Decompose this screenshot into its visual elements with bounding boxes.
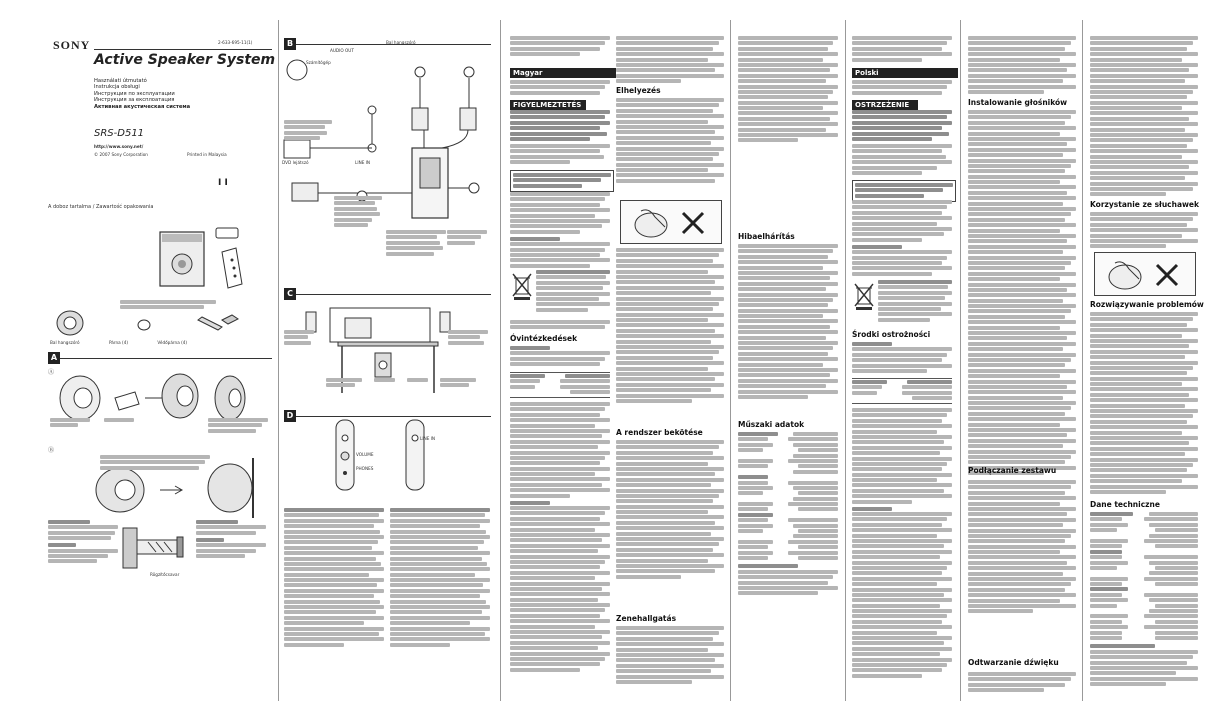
pl-headphones-text <box>1090 212 1198 250</box>
column-divider <box>500 20 501 701</box>
sub-label-b: Ⓑ <box>48 447 55 454</box>
hu-text-3 <box>510 320 610 331</box>
doc-code: 2-633-695-11(1) <box>218 40 253 45</box>
pl-col8-top <box>1090 36 1198 198</box>
pl-specs-list <box>1090 512 1198 688</box>
weee-bin-icon <box>512 272 532 300</box>
diagram-captions-block-4 <box>447 230 487 246</box>
column-2-text <box>284 508 384 648</box>
speaker-panel-figure <box>318 418 458 493</box>
pl-section-headphones: Korzystanie ze słuchawek <box>1090 200 1200 209</box>
desk-caption-left <box>284 330 314 346</box>
hu-col5-top <box>738 36 838 144</box>
website-link[interactable]: http://www.sony.net/ <box>94 144 144 149</box>
doc-title-rule <box>94 49 272 50</box>
diagram-label-pc: Számítógép <box>306 60 331 65</box>
panel-label-volume: VOLUME <box>356 452 374 457</box>
section-label-d: D <box>284 410 296 422</box>
diagram-captions-block <box>284 120 332 142</box>
language-list <box>94 78 274 110</box>
hu-section-connect: A rendszer bekötése <box>616 428 703 437</box>
panel-label-phones: PHONES <box>356 466 374 471</box>
pl-section-precautions: Środki ostrożności <box>852 330 931 339</box>
subwoofer-figure <box>140 212 270 307</box>
hu-text-4 <box>510 402 610 673</box>
hu-listening-text <box>616 626 724 685</box>
pl-playback-text <box>968 672 1076 694</box>
hu-troubleshooting-text <box>738 244 838 400</box>
section-label-b: B <box>284 38 296 50</box>
hu-section-placement: Elhelyezés <box>616 86 661 95</box>
pl-warning-bar: OSTRZEŻENIE <box>852 100 918 110</box>
pause-mark: I I <box>218 178 228 188</box>
hu-section-troubleshooting: Hibaelhárítás <box>738 232 795 241</box>
column-divider <box>1082 20 1083 701</box>
column-2-text-b <box>390 508 490 648</box>
screw-caption: Rögzítőcsavar <box>150 572 180 577</box>
pl-install-text <box>968 110 1076 477</box>
pad-caption: Párna (4) <box>108 340 128 345</box>
hu-connect-text <box>616 440 724 580</box>
pl-do-not-touch-figure <box>1094 252 1196 296</box>
language-item: Instrukcja obsługi <box>94 84 140 91</box>
pl-text-2 <box>852 200 952 277</box>
pl-weee-text <box>878 280 952 323</box>
parts-captions <box>50 340 280 345</box>
doc-title: Active Speaker System <box>94 52 276 68</box>
weee-bin-icon <box>854 282 874 310</box>
pl-col6-top <box>852 36 952 63</box>
hu-intro <box>510 80 610 96</box>
model-number: SRS-D511 <box>94 128 145 139</box>
printed-in: Printed in Malaysia <box>187 152 227 157</box>
section-label-c: C <box>284 288 296 300</box>
language-item: Инструкция по эксплуатации <box>94 90 175 97</box>
pl-warning-text <box>852 110 952 176</box>
section-b-caption <box>100 455 210 471</box>
diagram-label-audio-out: AUDIO OUT <box>330 48 354 53</box>
hu-col-a <box>510 36 610 58</box>
pl-connect-text <box>968 480 1076 615</box>
pl-section-connect: Podłączanie zestawu <box>968 466 1057 475</box>
hu-specs-list <box>738 432 838 597</box>
diagram-captions-block-2 <box>334 196 382 228</box>
pl-text-4 <box>852 408 952 679</box>
desk-caption-bottom <box>326 378 476 389</box>
hu-col4-top <box>616 36 724 85</box>
desk-caption-right <box>448 330 488 346</box>
guard-caption: Védőpárna (4) <box>157 340 188 345</box>
hu-placement-text <box>616 98 724 184</box>
section-a-captions <box>50 418 280 434</box>
hu-section-listening: Zenehallgatás <box>616 614 677 623</box>
language-item: Használati útmutató <box>94 78 147 84</box>
figure-heading: A doboz tartalma / Zawartość opakowania <box>48 204 154 210</box>
diagram-label-line-in: LINE IN <box>355 160 371 165</box>
panel-label-line-in: LINE IN <box>420 436 436 441</box>
hu-text-5 <box>616 248 724 404</box>
hu-warning-bar: FIGYELMEZTETÉS <box>510 100 586 110</box>
diagram-label-dvd: DVD lejátszó <box>282 160 309 165</box>
language-item: Активная акустическая система <box>94 103 191 110</box>
column-divider <box>278 20 279 701</box>
hu-section-specs: Műszaki adatok <box>738 420 805 429</box>
column-divider <box>960 20 961 701</box>
pl-col7-top <box>968 36 1076 95</box>
hu-text-2 <box>510 192 610 269</box>
section-a-rule <box>60 358 272 359</box>
left-speaker-caption: Bal hangszóró <box>50 340 80 345</box>
speaker-parts-figure <box>52 305 272 340</box>
hu-language-bar: Magyar <box>510 68 616 78</box>
section-b-note-left <box>48 520 118 565</box>
pl-section-install: Instalowanie głośników <box>968 98 1068 107</box>
diagram-captions-block-3 <box>386 230 446 257</box>
pl-spec-table <box>852 378 952 404</box>
pl-section-troubleshooting: Rozwiązywanie problemów <box>1090 300 1204 309</box>
screw-figure <box>118 520 193 575</box>
column-divider <box>730 20 731 701</box>
sub-label-a: Ⓐ <box>48 369 55 376</box>
pl-intro <box>852 80 952 96</box>
connection-diagram <box>282 48 492 258</box>
hu-notice-box <box>510 170 614 192</box>
section-b-note-right <box>196 520 266 559</box>
hu-weee-text <box>536 270 610 313</box>
diagram-label-left: Bal hangszóró <box>386 40 416 45</box>
hu-section-precautions: Óvintézkedések <box>510 334 578 343</box>
hu-spec-table <box>510 372 610 398</box>
pl-notice-box <box>852 180 956 202</box>
brand-logo: SONY <box>53 38 91 52</box>
hu-do-not-touch-figure <box>620 200 722 244</box>
pl-precautions-text <box>852 342 952 374</box>
pl-section-specs: Dane techniczne <box>1090 500 1160 509</box>
language-item: Инструкция за експлоатация <box>94 97 175 104</box>
hu-warning-text <box>510 110 610 166</box>
copyright: © 2007 Sony Corporation <box>94 152 148 157</box>
column-divider <box>845 20 846 701</box>
pl-troubleshooting-text <box>1090 312 1198 495</box>
section-d-rule <box>296 416 491 417</box>
section-label-a: A <box>48 352 60 364</box>
section-c-rule <box>296 294 491 295</box>
pl-language-bar: Polski <box>852 68 958 78</box>
hu-precautions-text <box>510 346 610 368</box>
pl-section-playback: Odtwarzanie dźwięku <box>968 658 1059 667</box>
